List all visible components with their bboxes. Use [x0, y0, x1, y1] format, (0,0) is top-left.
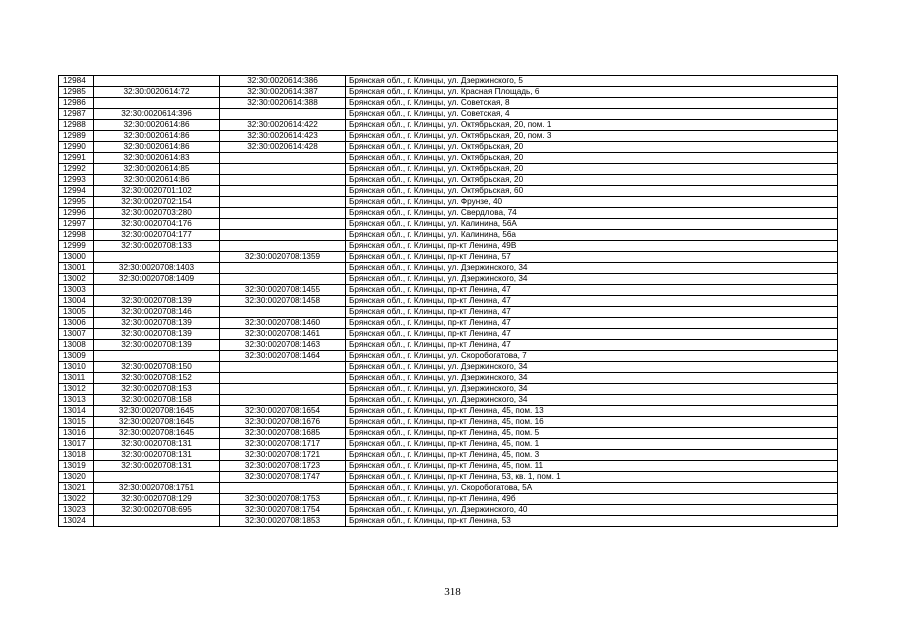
land-cadastral-number-cell: 32:30:0020614:85 [94, 164, 220, 175]
table-row [59, 439, 838, 450]
table-row [59, 395, 838, 406]
address-cell: Брянская обл., г. Клинцы, ул. Дзержинского, 40 [346, 505, 838, 516]
row-number-cell: 13012 [59, 384, 94, 395]
building-cadastral-number-cell [220, 164, 346, 175]
page-number: 318 [444, 586, 461, 598]
table-row [59, 98, 838, 109]
table-row [59, 472, 838, 483]
building-cadastral-number-cell [220, 219, 346, 230]
table-row [59, 351, 838, 362]
land-cadastral-number-cell: 32:30:0020614:83 [94, 153, 220, 164]
row-number-cell: 13014 [59, 406, 94, 417]
row-number-cell: 13022 [59, 494, 94, 505]
land-cadastral-number-cell [94, 76, 220, 87]
land-cadastral-number-cell: 32:30:0020614:86 [94, 175, 220, 186]
address-cell: Брянская обл., г. Клинцы, пр-кт Ленина, 53 [346, 516, 838, 527]
address-cell: Брянская обл., г. Клинцы, ул. Октябрьская, 20 [346, 142, 838, 153]
land-cadastral-number-cell: 32:30:0020614:86 [94, 131, 220, 142]
row-number-cell: 12987 [59, 109, 94, 120]
table-row [59, 274, 838, 285]
table-row [59, 406, 838, 417]
land-cadastral-number-cell: 32:30:0020708:695 [94, 505, 220, 516]
address-cell: Брянская обл., г. Клинцы, ул. Октябрьская, 20, пом. 1 [346, 120, 838, 131]
land-cadastral-number-cell: 32:30:0020614:396 [94, 109, 220, 120]
row-number-cell: 13010 [59, 362, 94, 373]
building-cadastral-number-cell: 32:30:0020614:387 [220, 87, 346, 98]
table-row [59, 241, 838, 252]
table-row [59, 307, 838, 318]
registry-table-body [59, 76, 838, 527]
building-cadastral-number-cell [220, 241, 346, 252]
building-cadastral-number-cell: 32:30:0020614:386 [220, 76, 346, 87]
row-number-cell: 12986 [59, 98, 94, 109]
address-cell: Брянская обл., г. Клинцы, пр-кт Ленина, 47 [346, 340, 838, 351]
building-cadastral-number-cell: 32:30:0020708:1463 [220, 340, 346, 351]
address-cell: Брянская обл., г. Клинцы, ул. Свердлова, 74 [346, 208, 838, 219]
table-row [59, 186, 838, 197]
table-row [59, 164, 838, 175]
building-cadastral-number-cell: 32:30:0020708:1753 [220, 494, 346, 505]
land-cadastral-number-cell: 32:30:0020708:150 [94, 362, 220, 373]
row-number-cell: 13009 [59, 351, 94, 362]
building-cadastral-number-cell: 32:30:0020708:1676 [220, 417, 346, 428]
land-cadastral-number-cell [94, 516, 220, 527]
table-row [59, 483, 838, 494]
land-cadastral-number-cell: 32:30:0020708:131 [94, 439, 220, 450]
row-number-cell: 12991 [59, 153, 94, 164]
address-cell: Брянская обл., г. Клинцы, пр-кт Ленина, 47 [346, 307, 838, 318]
table-row [59, 505, 838, 516]
building-cadastral-number-cell [220, 395, 346, 406]
land-cadastral-number-cell: 32:30:0020704:177 [94, 230, 220, 241]
address-cell: Брянская обл., г. Клинцы, пр-кт Ленина, 47 [346, 296, 838, 307]
address-cell: Брянская обл., г. Клинцы, ул. Красная Площадь, 6 [346, 87, 838, 98]
land-cadastral-number-cell: 32:30:0020708:1403 [94, 263, 220, 274]
building-cadastral-number-cell: 32:30:0020708:1754 [220, 505, 346, 516]
row-number-cell: 12984 [59, 76, 94, 87]
address-cell: Брянская обл., г. Клинцы, пр-кт Ленина, 45, пом. 16 [346, 417, 838, 428]
building-cadastral-number-cell [220, 307, 346, 318]
table-row [59, 120, 838, 131]
row-number-cell: 12996 [59, 208, 94, 219]
table-row [59, 142, 838, 153]
land-cadastral-number-cell [94, 252, 220, 263]
land-cadastral-number-cell: 32:30:0020708:139 [94, 340, 220, 351]
table-row [59, 494, 838, 505]
land-cadastral-number-cell [94, 472, 220, 483]
land-cadastral-number-cell: 32:30:0020708:129 [94, 494, 220, 505]
address-cell: Брянская обл., г. Клинцы, ул. Советская, 4 [346, 109, 838, 120]
land-cadastral-number-cell: 32:30:0020708:1409 [94, 274, 220, 285]
land-cadastral-number-cell: 32:30:0020708:1645 [94, 417, 220, 428]
building-cadastral-number-cell: 32:30:0020708:1654 [220, 406, 346, 417]
address-cell: Брянская обл., г. Клинцы, ул. Калинина, 56А [346, 219, 838, 230]
table-row [59, 417, 838, 428]
row-number-cell: 12994 [59, 186, 94, 197]
building-cadastral-number-cell [220, 186, 346, 197]
land-cadastral-number-cell: 32:30:0020708:158 [94, 395, 220, 406]
row-number-cell: 13017 [59, 439, 94, 450]
building-cadastral-number-cell: 32:30:0020614:422 [220, 120, 346, 131]
table-row [59, 175, 838, 186]
table-row [59, 263, 838, 274]
row-number-cell: 12988 [59, 120, 94, 131]
row-number-cell: 12997 [59, 219, 94, 230]
land-cadastral-number-cell: 32:30:0020708:131 [94, 461, 220, 472]
land-cadastral-number-cell: 32:30:0020708:139 [94, 318, 220, 329]
table-row [59, 373, 838, 384]
address-cell: Брянская обл., г. Клинцы, пр-кт Ленина, 47 [346, 318, 838, 329]
land-cadastral-number-cell: 32:30:0020708:131 [94, 450, 220, 461]
land-cadastral-number-cell: 32:30:0020708:146 [94, 307, 220, 318]
land-cadastral-number-cell: 32:30:0020708:152 [94, 373, 220, 384]
address-cell: Брянская обл., г. Клинцы, пр-кт Ленина, 47 [346, 285, 838, 296]
building-cadastral-number-cell [220, 153, 346, 164]
address-cell: Брянская обл., г. Клинцы, ул. Скоробогатова, 7 [346, 351, 838, 362]
row-number-cell: 13000 [59, 252, 94, 263]
row-number-cell: 12989 [59, 131, 94, 142]
land-cadastral-number-cell: 32:30:0020704:176 [94, 219, 220, 230]
address-cell: Брянская обл., г. Клинцы, ул. Октябрьская, 20 [346, 164, 838, 175]
land-cadastral-number-cell [94, 285, 220, 296]
land-cadastral-number-cell: 32:30:0020708:139 [94, 329, 220, 340]
row-number-cell: 12985 [59, 87, 94, 98]
building-cadastral-number-cell [220, 175, 346, 186]
row-number-cell: 13021 [59, 483, 94, 494]
table-row [59, 516, 838, 527]
row-number-cell: 13005 [59, 307, 94, 318]
land-cadastral-number-cell: 32:30:0020614:72 [94, 87, 220, 98]
table-row [59, 197, 838, 208]
table-row [59, 153, 838, 164]
row-number-cell: 12992 [59, 164, 94, 175]
row-number-cell: 13020 [59, 472, 94, 483]
row-number-cell: 13008 [59, 340, 94, 351]
table-row [59, 461, 838, 472]
building-cadastral-number-cell [220, 362, 346, 373]
building-cadastral-number-cell [220, 263, 346, 274]
address-cell: Брянская обл., г. Клинцы, пр-кт Ленина, 45, пом. 13 [346, 406, 838, 417]
registry-table [58, 75, 838, 527]
table-row [59, 109, 838, 120]
address-cell: Брянская обл., г. Клинцы, ул. Дзержинского, 34 [346, 384, 838, 395]
land-cadastral-number-cell [94, 98, 220, 109]
land-cadastral-number-cell: 32:30:0020702:154 [94, 197, 220, 208]
address-cell: Брянская обл., г. Клинцы, пр-кт Ленина, 47 [346, 329, 838, 340]
address-cell: Брянская обл., г. Клинцы, ул. Калинина, 56а [346, 230, 838, 241]
building-cadastral-number-cell: 32:30:0020614:388 [220, 98, 346, 109]
table-row [59, 362, 838, 373]
address-cell: Брянская обл., г. Клинцы, ул. Дзержинского, 34 [346, 263, 838, 274]
building-cadastral-number-cell [220, 197, 346, 208]
land-cadastral-number-cell [94, 351, 220, 362]
land-cadastral-number-cell: 32:30:0020708:1645 [94, 406, 220, 417]
row-number-cell: 13023 [59, 505, 94, 516]
land-cadastral-number-cell: 32:30:0020708:1645 [94, 428, 220, 439]
address-cell: Брянская обл., г. Клинцы, ул. Октябрьская, 60 [346, 186, 838, 197]
address-cell: Брянская обл., г. Клинцы, пр-кт Ленина, 45, пом. 1 [346, 439, 838, 450]
building-cadastral-number-cell [220, 384, 346, 395]
building-cadastral-number-cell: 32:30:0020708:1723 [220, 461, 346, 472]
table-row [59, 131, 838, 142]
row-number-cell: 13018 [59, 450, 94, 461]
table-row [59, 428, 838, 439]
building-cadastral-number-cell: 32:30:0020708:1747 [220, 472, 346, 483]
table-row [59, 318, 838, 329]
table-row [59, 329, 838, 340]
row-number-cell: 13003 [59, 285, 94, 296]
table-row [59, 340, 838, 351]
row-number-cell: 13006 [59, 318, 94, 329]
table-row [59, 219, 838, 230]
row-number-cell: 13002 [59, 274, 94, 285]
address-cell: Брянская обл., г. Клинцы, ул. Дзержинского, 34 [346, 373, 838, 384]
building-cadastral-number-cell: 32:30:0020708:1721 [220, 450, 346, 461]
building-cadastral-number-cell [220, 230, 346, 241]
land-cadastral-number-cell: 32:30:0020614:86 [94, 120, 220, 131]
row-number-cell: 12993 [59, 175, 94, 186]
building-cadastral-number-cell: 32:30:0020708:1464 [220, 351, 346, 362]
land-cadastral-number-cell: 32:30:0020708:133 [94, 241, 220, 252]
building-cadastral-number-cell [220, 274, 346, 285]
table-row [59, 384, 838, 395]
table-row [59, 285, 838, 296]
building-cadastral-number-cell: 32:30:0020708:1685 [220, 428, 346, 439]
land-cadastral-number-cell: 32:30:0020708:1751 [94, 483, 220, 494]
address-cell: Брянская обл., г. Клинцы, ул. Октябрьская, 20 [346, 153, 838, 164]
building-cadastral-number-cell [220, 483, 346, 494]
row-number-cell: 12998 [59, 230, 94, 241]
row-number-cell: 13004 [59, 296, 94, 307]
building-cadastral-number-cell: 32:30:0020614:423 [220, 131, 346, 142]
row-number-cell: 13019 [59, 461, 94, 472]
row-number-cell: 13016 [59, 428, 94, 439]
building-cadastral-number-cell: 32:30:0020614:428 [220, 142, 346, 153]
land-cadastral-number-cell: 32:30:0020614:86 [94, 142, 220, 153]
row-number-cell: 12999 [59, 241, 94, 252]
address-cell: Брянская обл., г. Клинцы, ул. Советская, 8 [346, 98, 838, 109]
row-number-cell: 13013 [59, 395, 94, 406]
table-row [59, 87, 838, 98]
address-cell: Брянская обл., г. Клинцы, ул. Дзержинского, 34 [346, 362, 838, 373]
table-row [59, 296, 838, 307]
address-cell: Брянская обл., г. Клинцы, ул. Октябрьская, 20 [346, 175, 838, 186]
building-cadastral-number-cell [220, 208, 346, 219]
address-cell: Брянская обл., г. Клинцы, пр-кт Ленина, 45, пом. 5 [346, 428, 838, 439]
table-row [59, 76, 838, 87]
building-cadastral-number-cell: 32:30:0020708:1717 [220, 439, 346, 450]
building-cadastral-number-cell: 32:30:0020708:1461 [220, 329, 346, 340]
building-cadastral-number-cell: 32:30:0020708:1359 [220, 252, 346, 263]
land-cadastral-number-cell: 32:30:0020703:280 [94, 208, 220, 219]
building-cadastral-number-cell: 32:30:0020708:1458 [220, 296, 346, 307]
address-cell: Брянская обл., г. Клинцы, ул. Дзержинского, 34 [346, 274, 838, 285]
address-cell: Брянская обл., г. Клинцы, пр-кт Ленина, 57 [346, 252, 838, 263]
building-cadastral-number-cell: 32:30:0020708:1853 [220, 516, 346, 527]
address-cell: Брянская обл., г. Клинцы, пр-кт Ленина, 49В [346, 241, 838, 252]
building-cadastral-number-cell [220, 373, 346, 384]
row-number-cell: 13001 [59, 263, 94, 274]
address-cell: Брянская обл., г. Клинцы, ул. Дзержинского, 5 [346, 76, 838, 87]
address-cell: Брянская обл., г. Клинцы, ул. Фрунзе, 40 [346, 197, 838, 208]
land-cadastral-number-cell: 32:30:0020708:153 [94, 384, 220, 395]
land-cadastral-number-cell: 32:30:0020701:102 [94, 186, 220, 197]
land-cadastral-number-cell: 32:30:0020708:139 [94, 296, 220, 307]
building-cadastral-number-cell: 32:30:0020708:1460 [220, 318, 346, 329]
building-cadastral-number-cell: 32:30:0020708:1455 [220, 285, 346, 296]
building-cadastral-number-cell [220, 109, 346, 120]
table-row [59, 208, 838, 219]
row-number-cell: 13011 [59, 373, 94, 384]
address-cell: Брянская обл., г. Клинцы, пр-кт Ленина, 45, пом. 11 [346, 461, 838, 472]
row-number-cell: 13024 [59, 516, 94, 527]
row-number-cell: 12990 [59, 142, 94, 153]
table-row [59, 252, 838, 263]
table-row [59, 450, 838, 461]
address-cell: Брянская обл., г. Клинцы, ул. Октябрьская, 20, пом. 3 [346, 131, 838, 142]
address-cell: Брянская обл., г. Клинцы, пр-кт Ленина, 49б [346, 494, 838, 505]
row-number-cell: 12995 [59, 197, 94, 208]
address-cell: Брянская обл., г. Клинцы, ул. Скоробогатова, 5А [346, 483, 838, 494]
address-cell: Брянская обл., г. Клинцы, ул. Дзержинского, 34 [346, 395, 838, 406]
address-cell: Брянская обл., г. Клинцы, пр-кт Ленина, 45, пом. 3 [346, 450, 838, 461]
address-cell: Брянская обл., г. Клинцы, пр-кт Ленина, 53, кв. 1, пом. 1 [346, 472, 838, 483]
row-number-cell: 13007 [59, 329, 94, 340]
table-row [59, 230, 838, 241]
row-number-cell: 13015 [59, 417, 94, 428]
